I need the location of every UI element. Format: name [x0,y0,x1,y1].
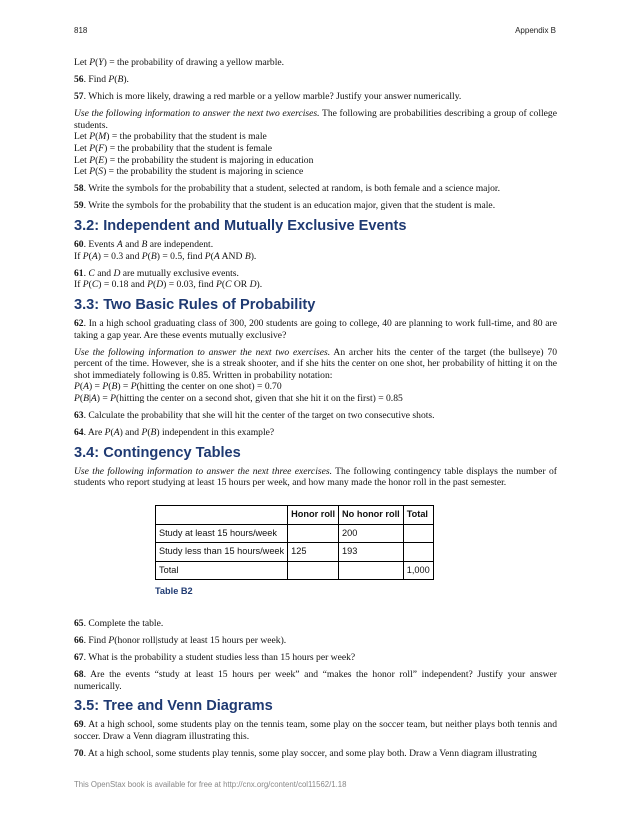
exercise-block [74,239,557,262]
exercise-paragraph: 63. Calculate the probability that she will hit the center of the target on two consecutive shots. [74,410,435,422]
exercise-paragraph: 68. Are the events “study at least 15 hours per week” and “makes the honor roll” independent? Justify your answer numerically. [74,669,557,692]
table-cell [288,524,339,543]
contingency-table-wrapper [74,505,557,598]
table-cell: 1,000 [403,561,433,580]
exercise-paragraph: 62. In a high school graduating class of 300, 200 students are going to college, 40 are planning to work full-time, and 80 are taking a gap year. Are these events mutually exclusive? [74,317,557,341]
exercise-paragraph: 59. Write the symbols for the probability that the student is an education major, given that the student is male. [74,200,496,212]
text-line: Let P(S) = the probability the student is majoring in science [74,166,304,178]
text-line: Let P(M) = the probability that the student is male [74,131,267,143]
exercise-paragraph: 65. Complete the table. [74,617,164,629]
table-cell [339,561,404,580]
exercise-block [74,108,557,178]
table-cell: 200 [339,524,404,543]
table-row [156,543,434,562]
exercise-paragraph: 56. Find P(B). [74,74,129,86]
table-caption: Table B2 [155,586,193,597]
table-cell [403,543,433,562]
text-line: If P(C) = 0.18 and P(D) = 0.03, find P(C OR D). [74,279,263,291]
section-heading: 3.2: Independent and Mutually Exclusive Events [74,218,407,235]
text-line: Use the following information to answer the next two exercises. An archer hits the center of the target (the bullseye) 70 percent of the time. However, she is a streak shooter, and if she hits the center on one shot, her probability of hitting it on the shot immediately following is 0.85. Written in probability notation: [74,346,557,381]
section-heading: 3.3: Two Basic Rules of Probability [74,296,316,313]
text-line: 60. Events A and B are independent. [74,239,214,251]
exercise-paragraph: 66. Find P(honor roll|study at least 15 hours per week). [74,635,287,646]
table-header-cell: No honor roll [339,505,404,524]
text-line: 61. C and D are mutually exclusive events. [74,267,239,279]
exercise-paragraph: Let P(Y) = the probability of drawing a yellow marble. [74,57,285,68]
exercise-block [74,268,557,291]
page-content [74,57,557,765]
exercise-paragraph: 64. Are P(A) and P(B) independent in this example? [74,427,275,439]
text-line: P(B|A) = P(hitting the center on a second shot, given that she hit it on the first) = 0.85 [74,392,403,404]
table-header-row [156,505,434,524]
table-cell: Study less than 15 hours/week [156,543,288,562]
exercise-paragraph: 70. At a high school, some students play tennis, some play soccer, and some play both. Draw a Venn diagram illustrating [74,748,537,760]
appendix-label: Appendix B [515,26,556,35]
table-row [156,524,434,543]
exercise-paragraph: 58. Write the symbols for the probability that a student, selected at random, is both female and a science major. [74,183,500,195]
text-line: If P(A) = 0.3 and P(B) = 0.5, find P(A AND B). [74,250,257,262]
text-line: Let P(E) = the probability the student is majoring in education [74,154,314,166]
text-line: Use the following information to answer the next two exercises. The following are probabilities describing a group of college students. [74,108,557,131]
exercise-paragraph: 57. Which is more likely, drawing a red marble or a yellow marble? Justify your answer numerically. [74,91,462,103]
table-cell [288,561,339,580]
section-heading: 3.4: Contingency Tables [74,444,241,461]
text-line: Let P(F) = the probability that the student is female [74,143,273,155]
table-cell [403,524,433,543]
table-cell: 193 [339,543,404,562]
table-cell: Study at least 15 hours/week [156,524,288,543]
exercise-paragraph: Use the following information to answer the next three exercises. The following contingency table displays the number of students who report studying at least 15 hours per week, and how many made the honor roll in the past semester. [74,465,558,489]
text-line: P(A) = P(B) = P(hitting the center on one shot) = 0.70 [74,381,282,393]
exercise-paragraph: 69. At a high school, some students play on the tennis team, some play on the soccer team, but neither plays both tennis and soccer. Draw a Venn diagram illustrating this. [74,719,557,742]
table-header-cell: Total [403,505,433,524]
table-row [156,561,434,580]
exercise-paragraph: 67. What is the probability a student studies less than 15 hours per week? [74,652,356,664]
contingency-table [155,505,434,580]
exercise-block [74,347,557,405]
section-heading: 3.5: Tree and Venn Diagrams [74,698,273,715]
table-header-cell [156,505,288,524]
table-cell: 125 [288,543,339,562]
table-cell: Total [156,561,288,580]
footer-note: This OpenStax book is available for free at http://cnx.org/content/col11562/1.18 [74,780,347,789]
table-header-cell: Honor roll [288,505,339,524]
page-number: 818 [74,26,88,35]
